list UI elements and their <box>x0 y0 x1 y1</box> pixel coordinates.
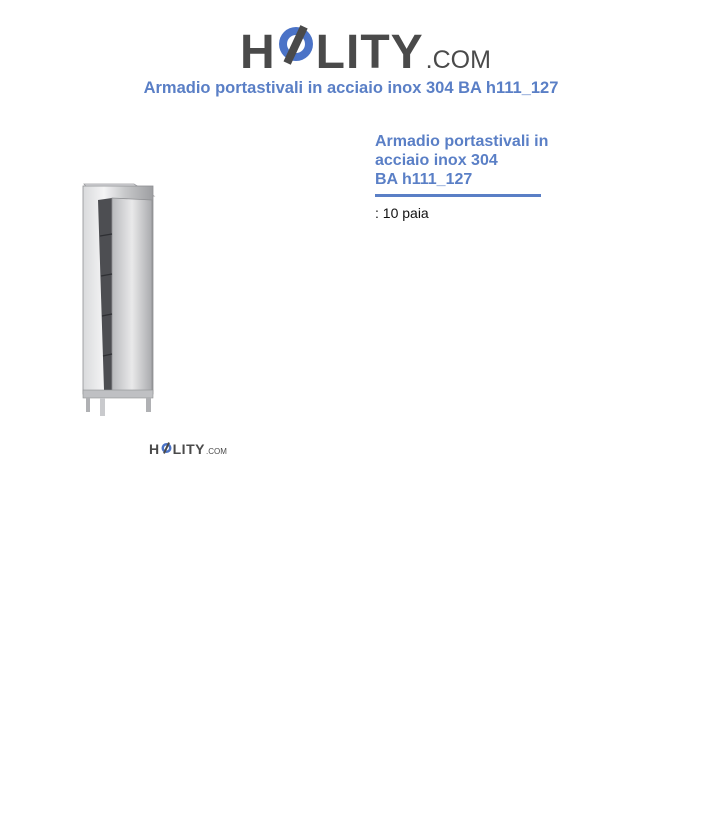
product-title-line: acciaio inox 304 <box>375 152 498 169</box>
image-logo <box>149 439 227 457</box>
image-logo-prefix: H <box>149 441 160 457</box>
logo-domain: .COM <box>425 46 491 74</box>
image-logo-domain: .COM <box>205 447 227 456</box>
image-logo-o-icon <box>161 441 172 456</box>
product-title-line: Armadio portastivali in <box>375 133 549 150</box>
o-mark-icon <box>278 20 314 76</box>
product-title <box>375 132 560 189</box>
product-title-line: BA h111_127 <box>375 171 473 188</box>
logo-suffix: LITY <box>315 26 424 79</box>
product-spec: : 10 paia <box>375 205 429 221</box>
site-logo[interactable] <box>240 12 491 79</box>
title-divider <box>375 194 541 197</box>
steel-cabinet-image <box>72 176 164 424</box>
logo-prefix: H <box>240 26 276 79</box>
page-title: Armadio portastivali in acciaio inox 304 BA h111_127 <box>143 79 559 97</box>
image-logo-suffix: LITY <box>172 441 205 457</box>
